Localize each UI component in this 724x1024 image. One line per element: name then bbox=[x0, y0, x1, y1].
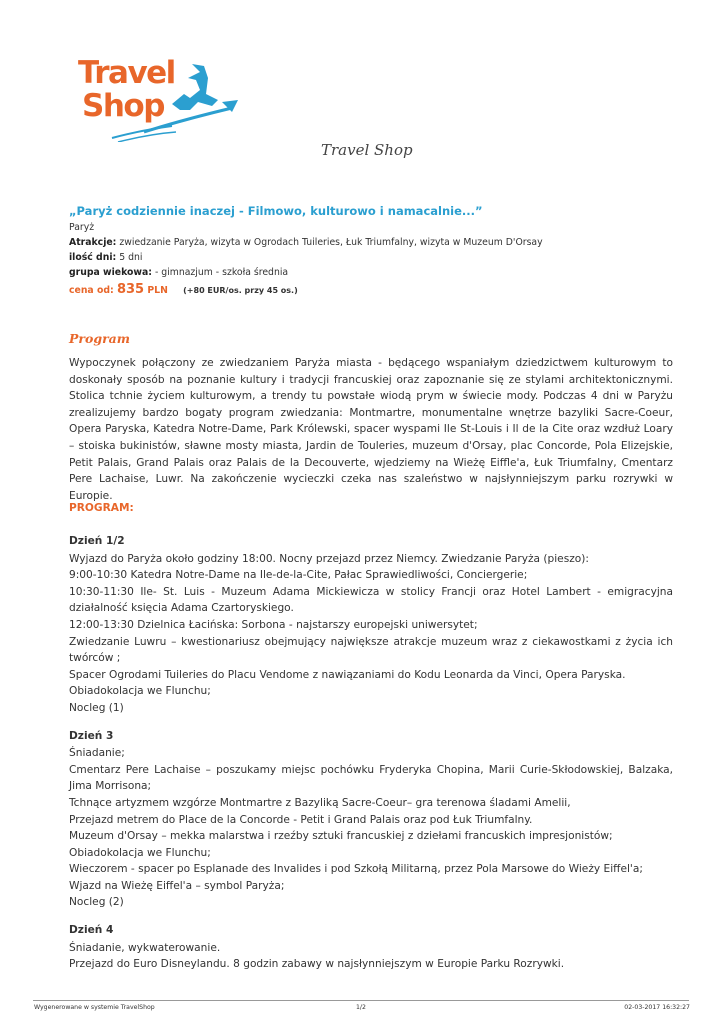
price-currency: PLN bbox=[147, 285, 168, 296]
day-line: Przejazd metrem do Place de la Concorde - Petit i Grand Palais oraz pod Łuk Triumfalny. bbox=[69, 813, 533, 826]
svg-text:Travel: Travel bbox=[78, 55, 175, 91]
day-line: Przejazd do Euro Disneylandu. 8 godzin zabawy w najsłynniejszym w Europie Parku Rozrywki. bbox=[69, 958, 565, 971]
travelshop-logo bbox=[72, 50, 242, 142]
day-block bbox=[69, 533, 673, 717]
price-label: cena od: bbox=[69, 285, 114, 296]
brand-name: Travel Shop bbox=[321, 141, 413, 159]
day-line: 12:00-13:30 Dzielnica Łacińska: Sorbona - najstarszy europejski uniwersytet; bbox=[69, 618, 478, 631]
program-days bbox=[69, 533, 673, 984]
days-value: 5 dni bbox=[119, 252, 143, 263]
program-header: PROGRAM: bbox=[69, 502, 134, 514]
day-line: Śniadanie, wykwaterowanie. bbox=[69, 941, 221, 954]
day-line: Nocleg (1) bbox=[69, 701, 124, 714]
footer-generated: Wygenerowane w systemie TravelShop bbox=[34, 1004, 155, 1011]
day-title: Dzień 4 bbox=[69, 924, 114, 937]
day-line: Obiadokolacja we Flunchu; bbox=[69, 685, 211, 698]
day-line: 9:00-10:30 Katedra Notre-Dame na Ile-de-la-Cite, Pałac Sprawiedliwości, Conciergerie; bbox=[69, 569, 528, 582]
footer-divider bbox=[33, 1000, 689, 1001]
program-description: Wypoczynek połączony ze zwiedzaniem Paryża miasta - będącego wspaniałym dziedzictwem kulturowym to doskonały sposób na poznanie kultury i tradycji francuskiej oraz zapoznanie się ze stylami architektonicznymi. Stolica tchnie życiem kulturowym, a trendy tu powstałe wiodą prym w świecie mody. Podczas 4 dni w Paryżu zrealizujemy bardzo bogaty program zwiedzania: Montmartre, monumentalne wnętrze bazyliki Sacre-Coeur, Opera Paryska, Katedra Notre-Dame, Park Królewski, spacer wyspami Ile St-Louis i Il de la Cite oraz wzdłuż Loary – stoiska bukinistów, sławne mosty miasta, Jardin de Touleries, muzeum d'Orsay, plac Concorde, Pola Elizejskie, Petit Palais, Grand Palais oraz Palais de la Decouverte, wjedziemy na Wieżę Eiffle'a, Łuk Triumfalny, Cmentarz Pere Lachaise, Luwr. Na zakończenie wycieczki czeka nas szaleństwo w najsłynniejszym parku rozrywki w Europie. bbox=[69, 357, 673, 502]
footer-timestamp: 02-03-2017 16:32:27 bbox=[624, 1004, 690, 1011]
day-line: Obiadokolacja we Flunchu; bbox=[69, 846, 211, 859]
offer-price bbox=[69, 281, 675, 300]
day-line: Wieczorem - spacer po Esplanade des Invalides i pod Szkołą Militarną, przez Pola Marsowe do Wieży Eiffel'a; bbox=[69, 863, 643, 876]
day-line: Tchnące artyzmem wzgórze Montmartre z Bazyliką Sacre-Coeur– gra terenowa śladami Amelii, bbox=[69, 796, 571, 809]
program-section-title: Program bbox=[69, 331, 130, 346]
offer-age-group bbox=[69, 265, 675, 280]
day-block bbox=[69, 922, 673, 973]
footer-page-number: 1/2 bbox=[356, 1004, 366, 1011]
day-line: Zwiedzanie Luwru – kwestionariusz obejmujący największe atrakcje muzeum wraz z ciekawostkami z życia ich twórców ; bbox=[69, 635, 673, 665]
day-line: Nocleg (2) bbox=[69, 896, 124, 909]
offer-days bbox=[69, 250, 675, 265]
day-line: Spacer Ogrodami Tuileries do Placu Vendome z nawiązaniami do Kodu Leonarda da Vinci, Opera Paryska. bbox=[69, 668, 626, 681]
day-block bbox=[69, 728, 673, 912]
day-line: Śniadanie; bbox=[69, 747, 125, 760]
svg-text:Shop: Shop bbox=[82, 88, 164, 124]
day-title: Dzień 3 bbox=[69, 729, 114, 742]
day-line: Muzeum d'Orsay – mekka malarstwa i rzeźby sztuki francuskiej z dziełami francuskich impresjonistów; bbox=[69, 830, 613, 843]
days-label: ilość dni: bbox=[69, 252, 117, 263]
offer-title: „Paryż codziennie inaczej - Filmowo, kulturowo i namacalnie...” bbox=[69, 204, 483, 218]
day-line: Wjazd na Wieżę Eiffel'a – symbol Paryża; bbox=[69, 879, 285, 892]
price-amount: 835 bbox=[116, 282, 145, 297]
age-value: - gimnazjum - szkoła średnia bbox=[154, 267, 289, 278]
day-title: Dzień 1/2 bbox=[69, 535, 125, 547]
age-label: grupa wiekowa: bbox=[69, 267, 153, 278]
day-line: 10:30-11:30 Ile- St. Luis - Muzeum Adama Mickiewicza w stolicy Francji oraz Hotel Lambert - emigracyjna działalność księcia Adama Czartoryskiego. bbox=[69, 585, 673, 615]
offer-attractions bbox=[69, 235, 675, 250]
offer-destination: Paryż bbox=[69, 222, 95, 233]
offer-summary bbox=[69, 202, 675, 300]
attractions-value: zwiedzanie Paryża, wizyta w Ogrodach Tuileries, Łuk Triumfalny, wizyta w Muzeum D'Orsay bbox=[119, 237, 543, 248]
attractions-label: Atrakcje: bbox=[69, 237, 117, 248]
day-line: Wyjazd do Paryża około godziny 18:00. Nocny przejazd przez Niemcy. Zwiedzanie Paryża (pieszo): bbox=[69, 552, 589, 565]
day-line: Cmentarz Pere Lachaise – poszukamy miejsc pochówku Fryderyka Chopina, Marii Curie-Skłodowskiej, Balzaka, Jima Morrisona; bbox=[69, 763, 673, 793]
price-extra: (+80 EUR/os. przy 45 os.) bbox=[183, 286, 298, 295]
